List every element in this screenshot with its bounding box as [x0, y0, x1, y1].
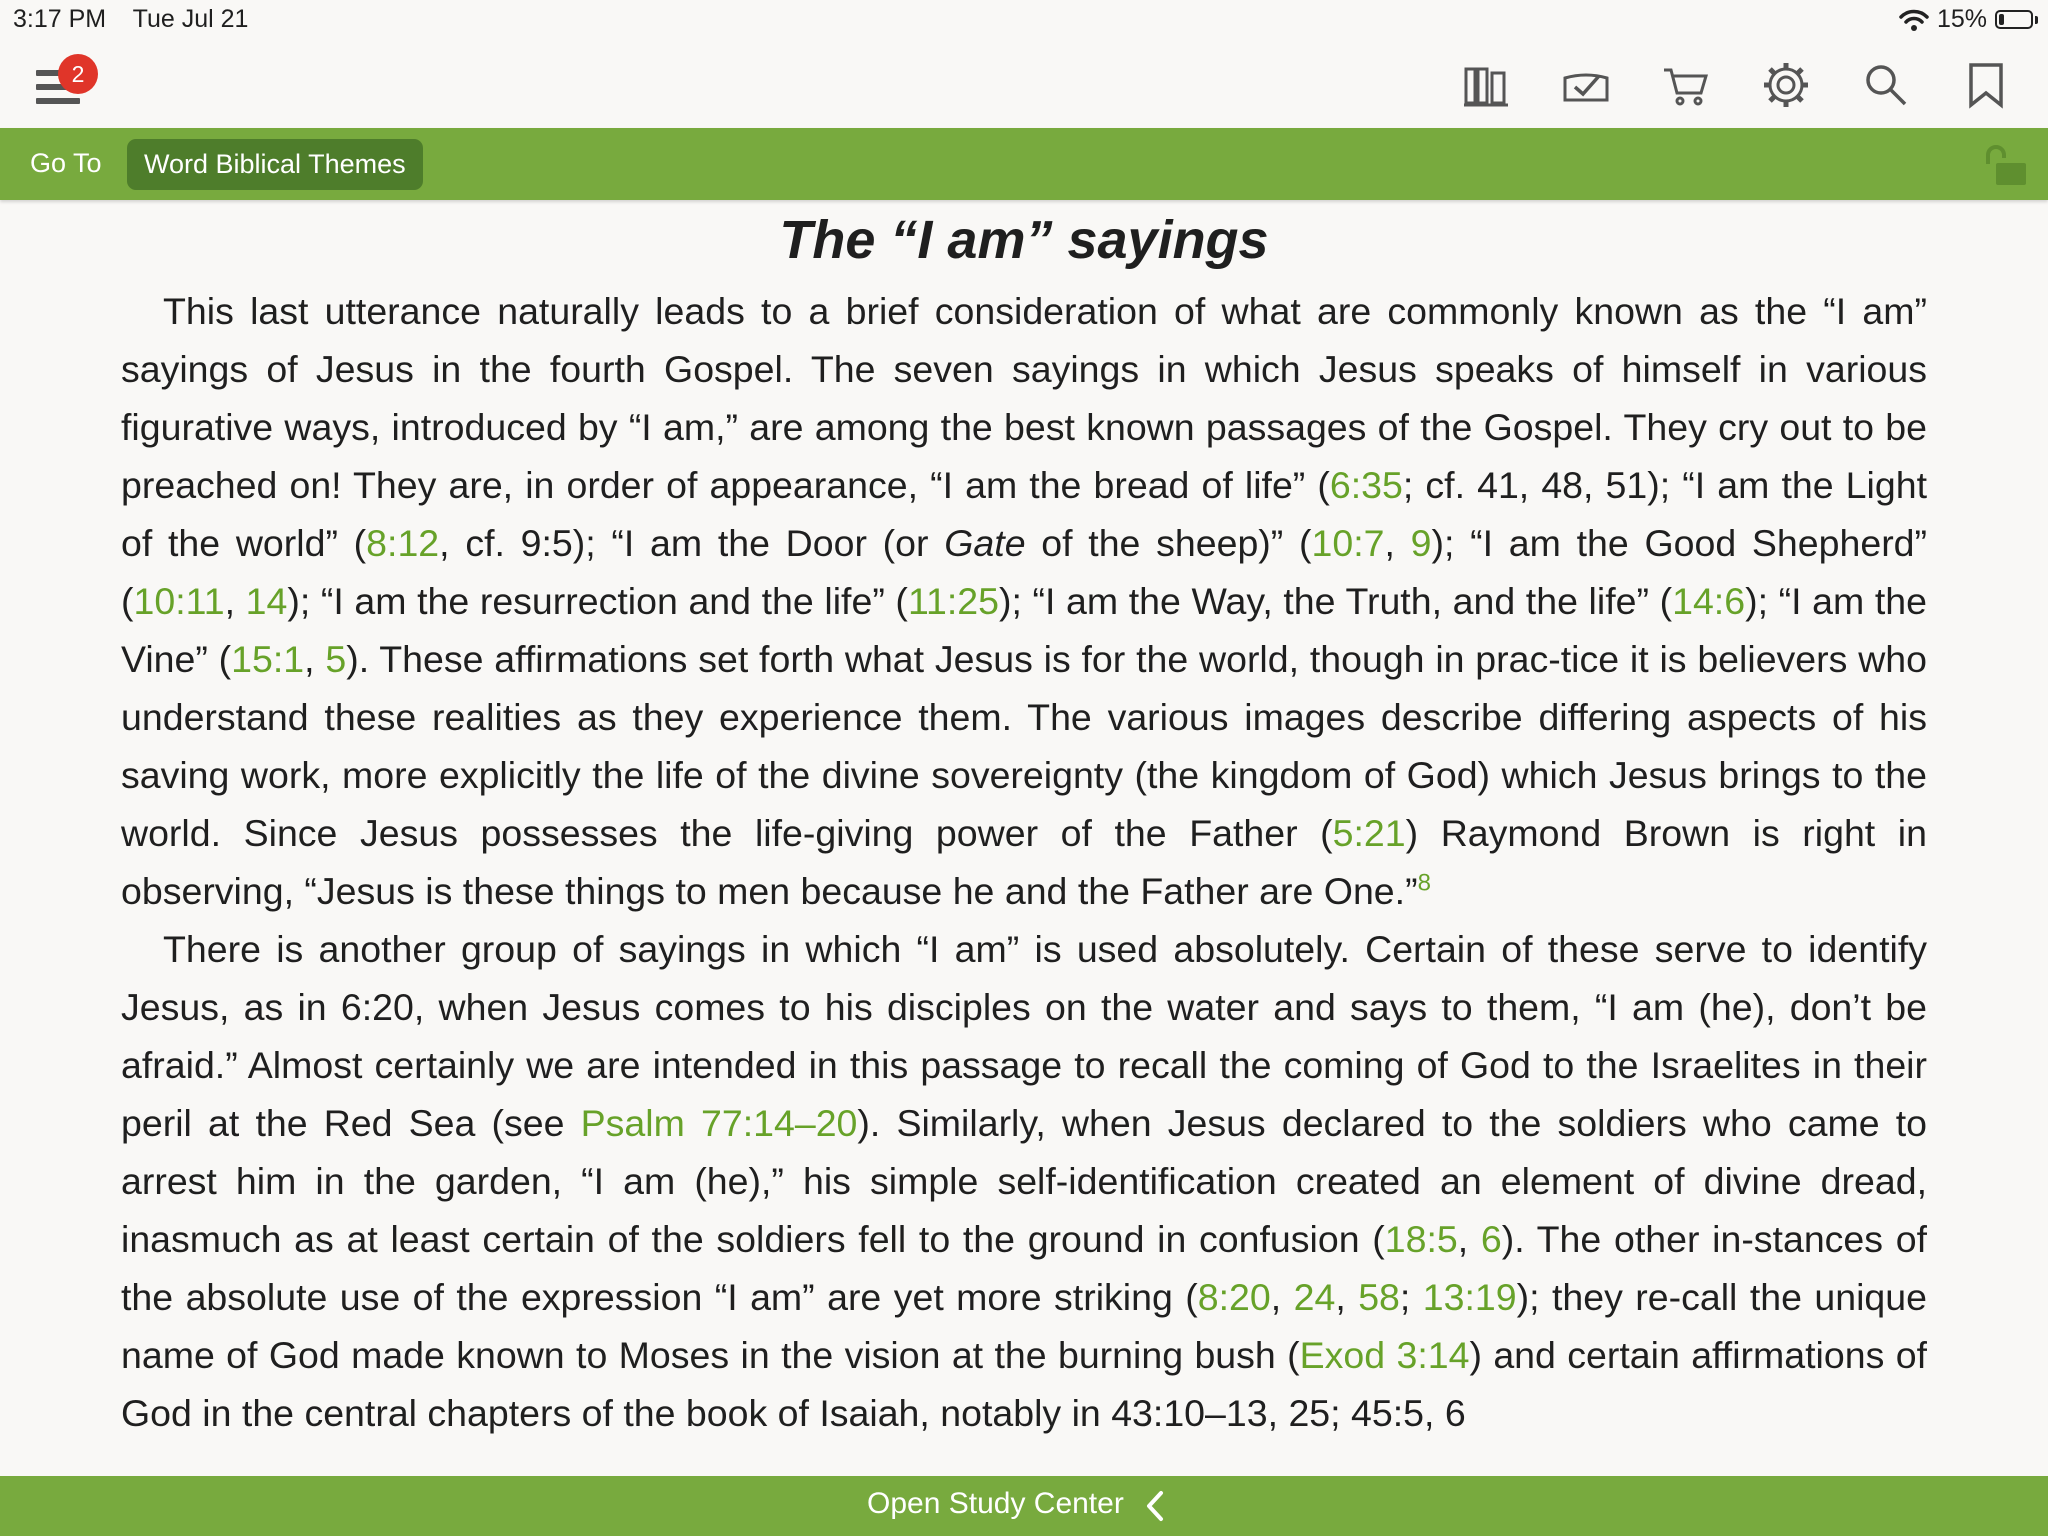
- paragraph-text: of the sheep)” (: [1025, 522, 1312, 564]
- scripture-link[interactable]: 58: [1358, 1276, 1400, 1318]
- gear-icon[interactable]: [1761, 60, 1811, 110]
- study-center-bar[interactable]: [0, 1476, 2048, 1536]
- wifi-icon: [1899, 9, 1929, 31]
- paragraph-text: ,: [304, 638, 326, 680]
- scripture-link[interactable]: 14: [245, 580, 288, 622]
- battery-icon: [1995, 10, 2033, 29]
- paragraph-text: ); “I am the Good Shepherd” (: [121, 522, 1927, 622]
- paragraph-text: ). The other in-stances of the absolute use of the expression “I am” are yet more striking (: [121, 1218, 1927, 1318]
- status-bar: [0, 0, 2048, 38]
- scripture-link[interactable]: 15:1: [231, 638, 305, 680]
- paragraph-text: ,: [1335, 1276, 1359, 1318]
- paragraph-text: ,: [1384, 522, 1411, 564]
- battery-fill: [1999, 14, 2004, 25]
- menu-button[interactable]: [36, 60, 88, 110]
- toolbar: [0, 38, 2048, 128]
- scripture-link[interactable]: Exod 3:14: [1299, 1334, 1470, 1376]
- article-paragraph-1: [121, 282, 1927, 920]
- paragraph-text: ; cf. 41, 48, 51); “I am the Light of the world” (: [121, 464, 1927, 564]
- scripture-link[interactable]: 9: [1410, 522, 1432, 564]
- notification-badge: 2: [58, 54, 98, 94]
- scripture-link[interactable]: 14:6: [1672, 580, 1746, 622]
- scripture-link[interactable]: 6: [1480, 1218, 1502, 1260]
- bookmark-icon[interactable]: [1961, 60, 2011, 110]
- battery-tip: [2035, 16, 2038, 24]
- scripture-link[interactable]: 8:12: [366, 522, 440, 564]
- reading-plan-icon[interactable]: [1561, 60, 1611, 110]
- status-right: [1899, 5, 2038, 34]
- scripture-link[interactable]: 10:11: [133, 580, 225, 622]
- resource-nav-bar: [0, 128, 2048, 200]
- search-icon[interactable]: [1861, 60, 1911, 110]
- status-date: Tue Jul 21: [132, 5, 249, 33]
- paragraph-text: ;: [1399, 1276, 1423, 1318]
- paragraph-text: There is another group of sayings in which “I am” is used absolutely. Certain of these serve to identify Jesus, as in 6:20, when Jesus comes to his disciples on the water and says to them, “I am (he), don’t be afraid.” Almost certainly we are intended in this passage to recall the coming of God to the Israelites in their peril at the Red Sea (see: [121, 928, 1927, 1144]
- paragraph-text: This last utterance naturally leads to a brief consideration of what are commonly known as the “I am” sayings of Jesus in the fourth Gospel. The seven sayings in which Jesus speaks of himself in various figurative ways, introduced by “I am,” are among the best known passages of the Gospel. They cry out to be preached on! They are, in order of appearance, “I am the bread of life” (: [121, 290, 1927, 506]
- paragraph-text: , cf. 9:5); “I am the Door (or: [439, 522, 945, 564]
- article-title: The “I am” sayings: [779, 210, 1269, 270]
- article-paragraph-2: [121, 920, 1927, 1442]
- paragraph-text: ); they re-call the unique name of God made known to Moses in the vision at the burning bush (: [121, 1276, 1927, 1376]
- open-study-center-label[interactable]: Open Study Center: [867, 1487, 1124, 1520]
- scripture-link[interactable]: Psalm 77:14–20: [580, 1102, 858, 1144]
- library-icon[interactable]: [1461, 60, 1511, 110]
- resource-title-button[interactable]: Word Biblical Themes: [127, 139, 423, 190]
- paragraph-text: ). Similarly, when Jesus declared to the soldiers who came to arrest him in the garden, “I am (he),” his simple self-identification created an element of divine dread, inasmuch as at least certain of the soldiers fell to the ground in confusion (: [121, 1102, 1927, 1260]
- menu-icon-line: [36, 98, 80, 104]
- paragraph-text: ,: [1270, 1276, 1294, 1318]
- chevron-left-icon[interactable]: [1145, 1490, 1165, 1522]
- scripture-link[interactable]: 5: [325, 638, 347, 680]
- unlock-icon[interactable]: [1982, 144, 2028, 186]
- paragraph-text: ); “I am the Way, the Truth, and the life” (: [999, 580, 1673, 622]
- status-left: [13, 5, 268, 34]
- paragraph-text: ,: [224, 580, 246, 622]
- paragraph-text: ); “I am the resurrection and the life” (: [287, 580, 908, 622]
- cart-icon[interactable]: [1661, 60, 1711, 110]
- scripture-link[interactable]: 6:35: [1329, 464, 1403, 506]
- scripture-link[interactable]: 8:20: [1197, 1276, 1271, 1318]
- scripture-link[interactable]: 24: [1293, 1276, 1336, 1318]
- paragraph-text: ); “I am the Vine” (: [121, 580, 1927, 680]
- scripture-link[interactable]: 10:7: [1311, 522, 1385, 564]
- scripture-link[interactable]: 18:5: [1384, 1218, 1458, 1260]
- battery-percent: 15%: [1936, 5, 1987, 33]
- paragraph-text: ) and certain affirmations of God in the central chapters of the book of Isaiah, notably in 43:10–13, 25; 45:5, 6: [121, 1334, 1927, 1434]
- go-to-button[interactable]: Go To: [30, 148, 102, 178]
- status-time: 3:17 PM: [13, 5, 107, 33]
- paragraph-text: ). These affirmations set forth what Jesus is for the world, though in prac-tice it is believers who understand these realities as they experience them. The various images describe differing aspects of his saving work, more explicitly the life of the divine sovereignty (the kingdom of God) which Jesus brings to the world. Since Jesus possesses the life-giving power of the Father (: [121, 638, 1927, 854]
- emphasis-text: Gate: [944, 522, 1026, 564]
- scripture-link[interactable]: 13:19: [1422, 1276, 1517, 1318]
- paragraph-text: ) Raymond Brown is right in observing, “Jesus is these things to men because he and the Father are One.”: [121, 812, 1927, 912]
- scripture-link[interactable]: 5:21: [1332, 812, 1406, 854]
- scripture-link[interactable]: 11:25: [907, 580, 999, 622]
- article-content: [121, 200, 1927, 1476]
- footnote-link[interactable]: 8: [1417, 869, 1431, 897]
- paragraph-text: ,: [1457, 1218, 1481, 1260]
